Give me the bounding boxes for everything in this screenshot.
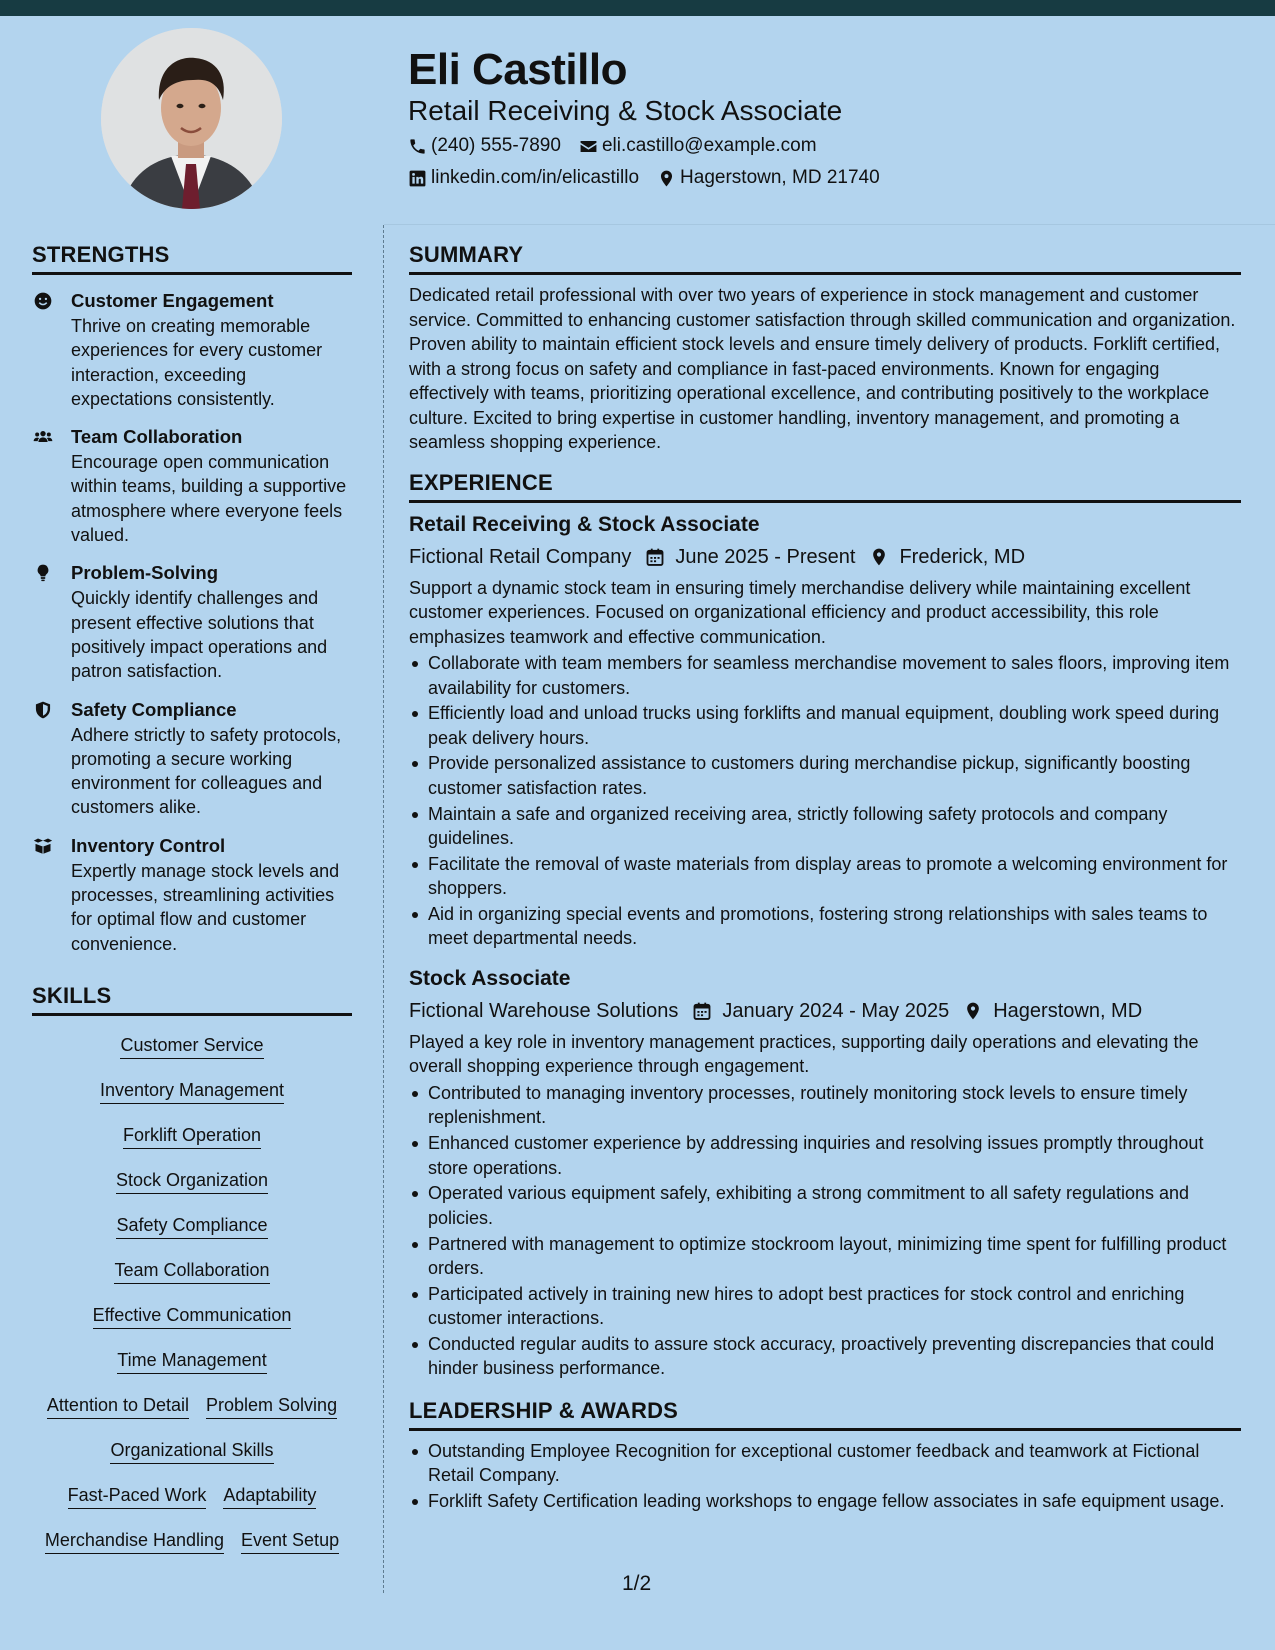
job-bullet: Operated various equipment safely, exhibiting a strong commitment to all safety regulations and policies. <box>409 1181 1241 1230</box>
skill-tag: Attention to Detail <box>47 1394 189 1419</box>
calendar-icon <box>692 1001 712 1021</box>
job-bullet: Aid in organizing special events and promotions, fostering strong relationships with sales teams to meet departmental needs. <box>409 902 1241 951</box>
job-meta <box>409 998 1241 1024</box>
skill-tag: Time Management <box>117 1349 266 1374</box>
job-bullet: Efficiently load and unload trucks using forklifts and manual equipment, doubling work speed during peak delivery hours. <box>409 701 1241 750</box>
awards-list <box>409 1439 1241 1514</box>
job-bullet: Participated actively in training new hires to adopt best practices for stock control and enriching customer interactions. <box>409 1282 1241 1331</box>
job-title: Retail Receiving & Stock Associate <box>409 512 760 536</box>
lightbulb-icon <box>33 563 53 583</box>
skill-tag: Stock Organization <box>116 1169 268 1194</box>
job-bullet: Facilitate the removal of waste materials from display areas to promote a welcoming environment for shoppers. <box>409 852 1241 901</box>
job-dates <box>692 998 949 1024</box>
strength-title: Inventory Control <box>71 834 226 856</box>
skill-tag: Team Collaboration <box>114 1259 269 1284</box>
strength-item <box>32 834 352 956</box>
contact-linkedin[interactable] <box>408 166 639 190</box>
skills-list <box>32 1024 352 1564</box>
skill-tag: Customer Service <box>120 1034 263 1059</box>
portrait-illustration <box>101 28 282 209</box>
strength-title: Problem-Solving <box>71 562 218 584</box>
job-meta <box>409 544 1241 570</box>
boxes-icon <box>33 836 53 856</box>
skill-tag: Inventory Management <box>100 1079 284 1104</box>
skill-tag: Merchandise Handling <box>45 1529 224 1554</box>
left-column <box>32 241 352 1564</box>
profile-photo <box>101 28 282 209</box>
shield-icon <box>33 700 53 720</box>
strength-item <box>32 425 352 547</box>
job-bullet: Maintain a safe and organized receiving area, strictly following safety protocols and company guidelines. <box>409 802 1241 851</box>
users-icon <box>33 427 53 447</box>
skill-tag: Effective Communication <box>93 1304 292 1329</box>
summary-text: Dedicated retail professional with over two years of experience in stock management and customer service. Committed to enhancing customer satisfaction through skilled communication and organization. Proven ability to maintain efficient stock levels and ensure timely delivery of products. Forklift certified, with a strong focus on safety and compliance in fast-paced environments. Known for engaging effectively with teams, prioritizing operational excellence, and contributing positively to the workplace culture. Excited to bring expertise in customer handling, inventory management, and promoting a seamless shopping experience. <box>409 285 1236 452</box>
skill-tag: Adaptability <box>223 1484 316 1509</box>
job-company: Fictional Warehouse Solutions <box>409 999 679 1022</box>
phone-text: (240) 555-7890 <box>431 135 561 156</box>
candidate-name: Eli Castillo <box>408 45 627 94</box>
right-column <box>409 241 1241 1515</box>
job-description: Support a dynamic stock team in ensuring timely merchandise delivery while maintaining excellent customer experiences. Focused on organizational efficiency and product accessibility, this role emphasizes teamwork and effective communication. <box>409 577 1191 647</box>
job-dates <box>645 544 855 570</box>
email-text: eli.castillo@example.com <box>601 135 817 156</box>
candidate-title: Retail Receiving & Stock Associate <box>408 95 843 126</box>
job-bullet: Collaborate with team members for seamless merchandise movement to sales floors, improving item availability for customers. <box>409 651 1241 700</box>
strength-description: Adhere strictly to safety protocols, promoting a secure working environment for colleagues and customers alike. <box>71 724 342 818</box>
strength-title: Safety Compliance <box>71 698 237 720</box>
skill-tag: Forklift Operation <box>123 1124 261 1149</box>
map-pin-icon <box>869 547 889 567</box>
job-bullet: Contributed to managing inventory processes, routinely monitoring stock levels to ensure timely replenishment. <box>409 1081 1241 1130</box>
page-number: 1/2 <box>622 1572 652 1595</box>
strength-title: Team Collaboration <box>71 426 243 448</box>
summary-heading: SUMMARY <box>409 241 1241 275</box>
experience-heading: EXPERIENCE <box>409 469 1241 503</box>
skill-tag: Safety Compliance <box>116 1214 267 1239</box>
job-bullets <box>409 651 1241 951</box>
linkedin-icon <box>408 169 427 188</box>
strength-item <box>32 561 352 683</box>
strength-title: Customer Engagement <box>71 290 274 311</box>
linkedin-text: linkedin.com/in/elicastillo <box>431 167 640 188</box>
contact-row-2 <box>408 166 898 190</box>
contact-phone[interactable] <box>408 134 561 158</box>
top-accent-bar <box>0 0 1275 16</box>
job-description: Played a key role in inventory management practices, supporting daily operations and elevating the overall shopping experience through engagement. <box>409 1031 1199 1077</box>
strength-item <box>32 289 352 411</box>
skill-tag: Fast-Paced Work <box>68 1484 207 1509</box>
strength-item <box>32 698 352 820</box>
job-bullet: Partnered with management to optimize stockroom layout, minimizing time spent for fulfilling product orders. <box>409 1232 1241 1281</box>
skill-tag: Problem Solving <box>206 1394 337 1419</box>
job-company: Fictional Retail Company <box>409 545 632 568</box>
strength-description: Thrive on creating memorable experiences for every customer interaction, exceeding expectations consistently. <box>71 316 323 409</box>
award-item: Forklift Safety Certification leading workshops to engage fellow associates in safe equipment usage. <box>409 1489 1241 1514</box>
job-dates-text: January 2024 - May 2025 <box>722 999 950 1022</box>
job-entry <box>409 965 1241 1381</box>
strengths-heading: STRENGTHS <box>32 241 352 275</box>
job-location <box>869 544 1025 570</box>
job-dates-text: June 2025 - Present <box>675 545 856 568</box>
skill-tag: Organizational Skills <box>110 1439 273 1464</box>
strength-description: Quickly identify challenges and present effective solutions that positively impact operations and patron satisfaction. <box>71 588 328 682</box>
skills-heading: SKILLS <box>32 982 352 1016</box>
job-bullet: Enhanced customer experience by addressing inquiries and resolving issues promptly throughout store operations. <box>409 1131 1241 1180</box>
job-bullets <box>409 1081 1241 1381</box>
contact-row-1 <box>408 134 835 158</box>
calendar-icon <box>645 547 665 567</box>
job-bullet: Provide personalized assistance to customers during merchandise pickup, significantly boosting customer satisfaction rates. <box>409 751 1241 800</box>
smile-icon <box>33 291 53 311</box>
awards-heading: LEADERSHIP & AWARDS <box>409 1397 1241 1431</box>
contact-location <box>657 166 880 190</box>
job-bullet: Conducted regular audits to assure stock accuracy, proactively preventing discrepancies that could hinder business performance. <box>409 1332 1241 1381</box>
job-location <box>963 998 1142 1024</box>
job-location-text: Hagerstown, MD <box>993 999 1143 1022</box>
contact-email[interactable] <box>579 134 817 158</box>
strength-description: Expertly manage stock levels and processes, streamlining activities for optimal flow and customer convenience. <box>71 860 340 954</box>
job-entry <box>409 511 1241 951</box>
header-separator <box>384 224 1275 225</box>
strength-description: Encourage open communication within teams, building a supportive atmosphere where everyone feels valued. <box>71 452 347 546</box>
job-title: Stock Associate <box>409 966 571 990</box>
award-item: Outstanding Employee Recognition for exceptional customer feedback and teamwork at Fictional Retail Company. <box>409 1439 1241 1488</box>
job-location-text: Frederick, MD <box>899 545 1026 568</box>
column-divider <box>383 225 384 1593</box>
map-pin-icon <box>657 169 676 188</box>
location-text: Hagerstown, MD 21740 <box>680 167 880 188</box>
skill-tag: Event Setup <box>241 1529 339 1554</box>
phone-icon <box>408 137 427 156</box>
envelope-icon <box>579 137 598 156</box>
map-pin-icon <box>963 1001 983 1021</box>
